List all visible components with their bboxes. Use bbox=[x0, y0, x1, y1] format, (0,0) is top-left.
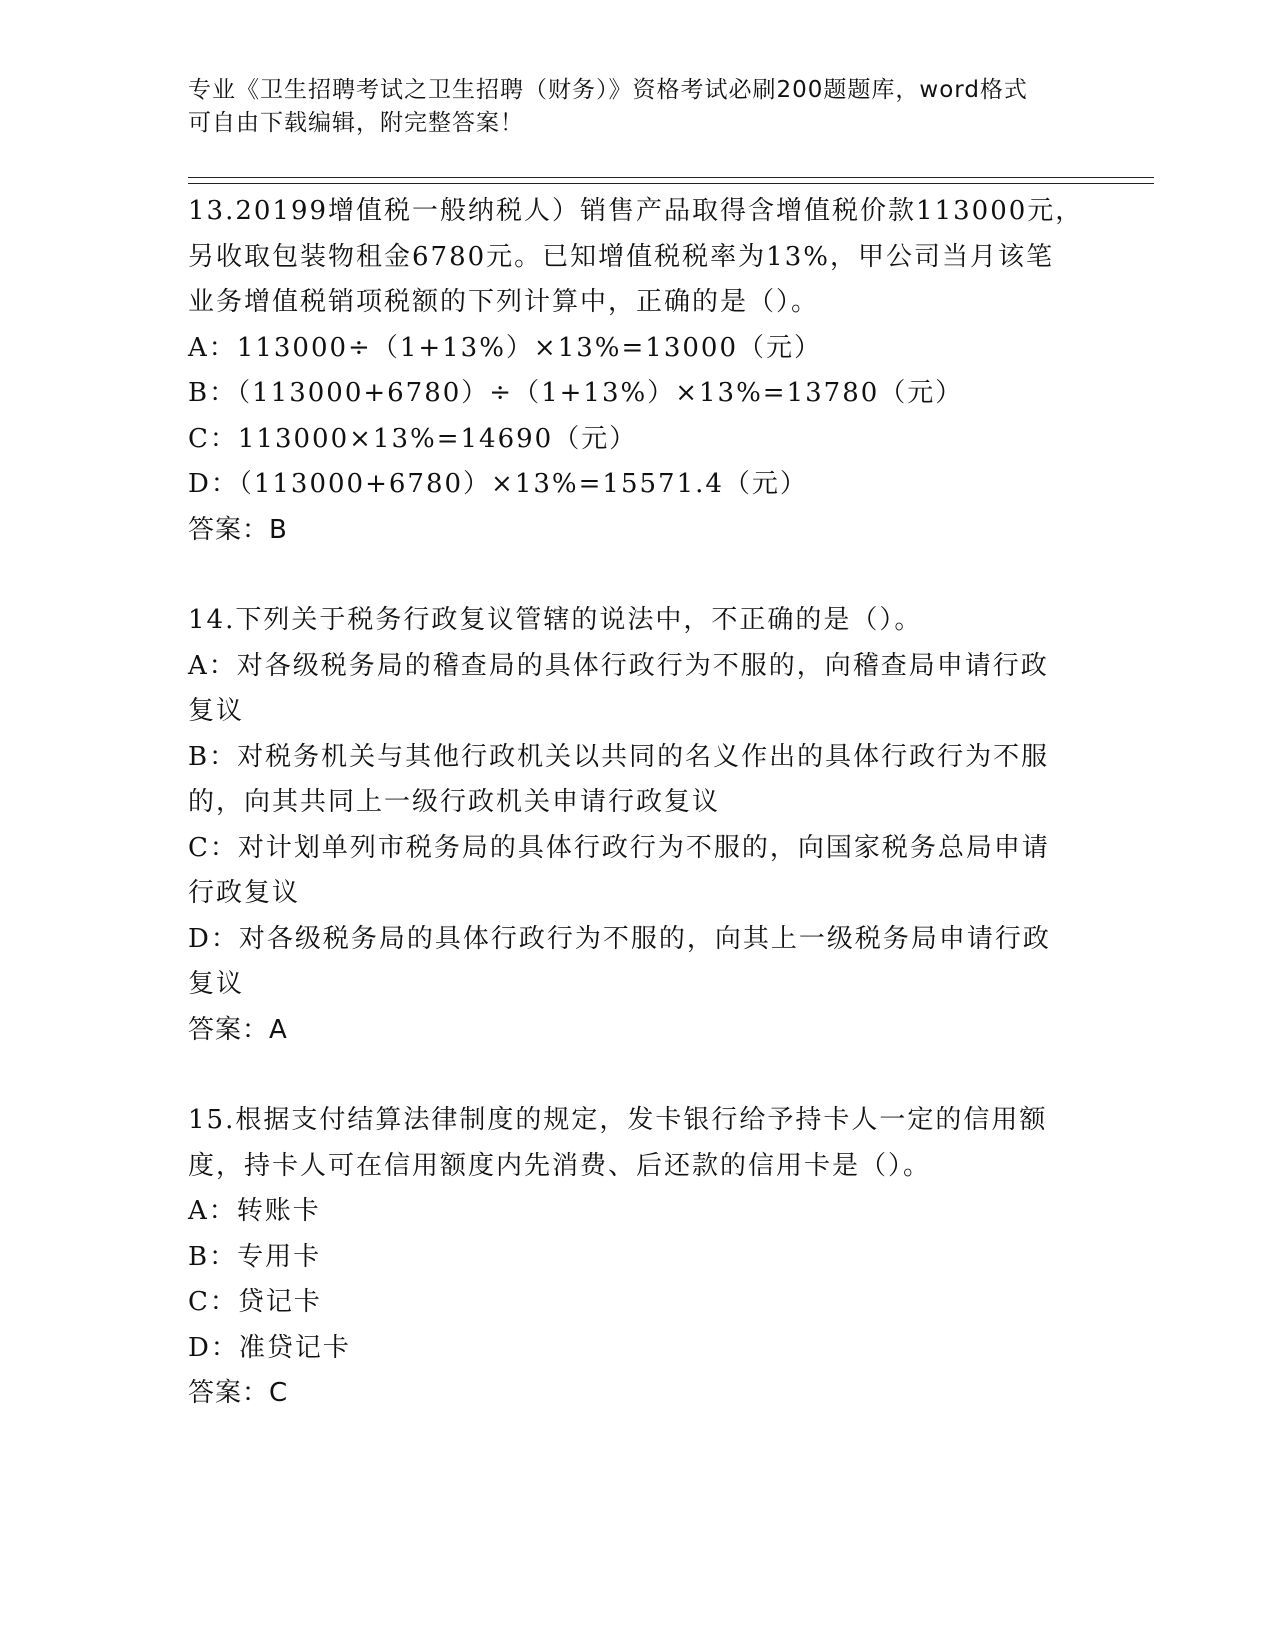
answer-line: 答案：B bbox=[188, 514, 288, 545]
option-b-continued: 的，向其共同上一级行政机关申请行政复议 bbox=[188, 787, 721, 817]
question-stem-line: 15.根据支付结算法律制度的规定，发卡银行给予持卡人一定的信用额 bbox=[188, 1105, 1048, 1135]
option-b: B：对税务机关与其他行政机关以共同的名义作出的具体行政行为不服 bbox=[188, 741, 1050, 772]
option-a: A：转账卡 bbox=[188, 1196, 321, 1226]
answer-line: 答案：C bbox=[188, 1378, 289, 1408]
answer-line: 答案：A bbox=[188, 1014, 288, 1045]
question-spacer bbox=[188, 553, 1088, 598]
question-list bbox=[188, 189, 1088, 1417]
header-line-2: 可自由下载编辑，附完整答案！ bbox=[188, 110, 524, 136]
question-14 bbox=[188, 598, 1088, 1053]
document-header bbox=[188, 74, 1088, 140]
option-d: D：准贷记卡 bbox=[188, 1332, 351, 1363]
option-a: A：对各级税务局的稽查局的具体行政行为不服的，向稽查局申请行政 bbox=[188, 650, 1049, 681]
question-spacer bbox=[188, 1053, 1088, 1098]
header-divider-top bbox=[188, 177, 1154, 178]
option-c: C：对计划单列市税务局的具体行政行为不服的，向国家税务总局申请 bbox=[188, 832, 1050, 863]
option-a: A：113000÷（1+13%）×13%=13000（元） bbox=[188, 332, 822, 363]
option-c: C：贷记卡 bbox=[188, 1287, 322, 1317]
option-d: D：对各级税务局的具体行政行为不服的，向其上一级税务局申请行政 bbox=[188, 923, 1051, 954]
option-c: C：113000×13%=14690（元） bbox=[188, 423, 638, 454]
option-d: D：（113000+6780）×13%=15571.4（元） bbox=[188, 469, 808, 499]
question-13 bbox=[188, 189, 1088, 553]
option-c-continued: 行政复议 bbox=[188, 878, 301, 908]
question-stem-line: 14.下列关于税务行政复议管辖的说法中，不正确的是（）。 bbox=[188, 605, 923, 635]
header-line-1: 专业《卫生招聘考试之卫生招聘（财务）》资格考试必刷200题题库，word格式 bbox=[188, 77, 1028, 103]
question-stem-line: 13.20199增值税一般纳税人）销售产品取得含增值税价款113000元， bbox=[188, 196, 1084, 226]
option-b: B：专用卡 bbox=[188, 1241, 322, 1272]
question-stem-line: 另收取包装物租金6780元。已知增值税税率为13%，甲公司当月该笔 bbox=[188, 241, 1054, 272]
question-stem-line: 业务增值税销项税额的下列计算中，正确的是（）。 bbox=[188, 287, 820, 317]
option-b: B：（113000+6780）÷（1+13%）×13%=13780（元） bbox=[188, 378, 964, 408]
option-d-continued: 复议 bbox=[188, 969, 245, 999]
question-stem-line: 度，持卡人可在信用额度内先消费、后还款的信用卡是（）。 bbox=[188, 1150, 932, 1181]
option-a-continued: 复议 bbox=[188, 696, 245, 726]
question-15 bbox=[188, 1098, 1088, 1417]
header-divider-bottom bbox=[188, 183, 1154, 184]
